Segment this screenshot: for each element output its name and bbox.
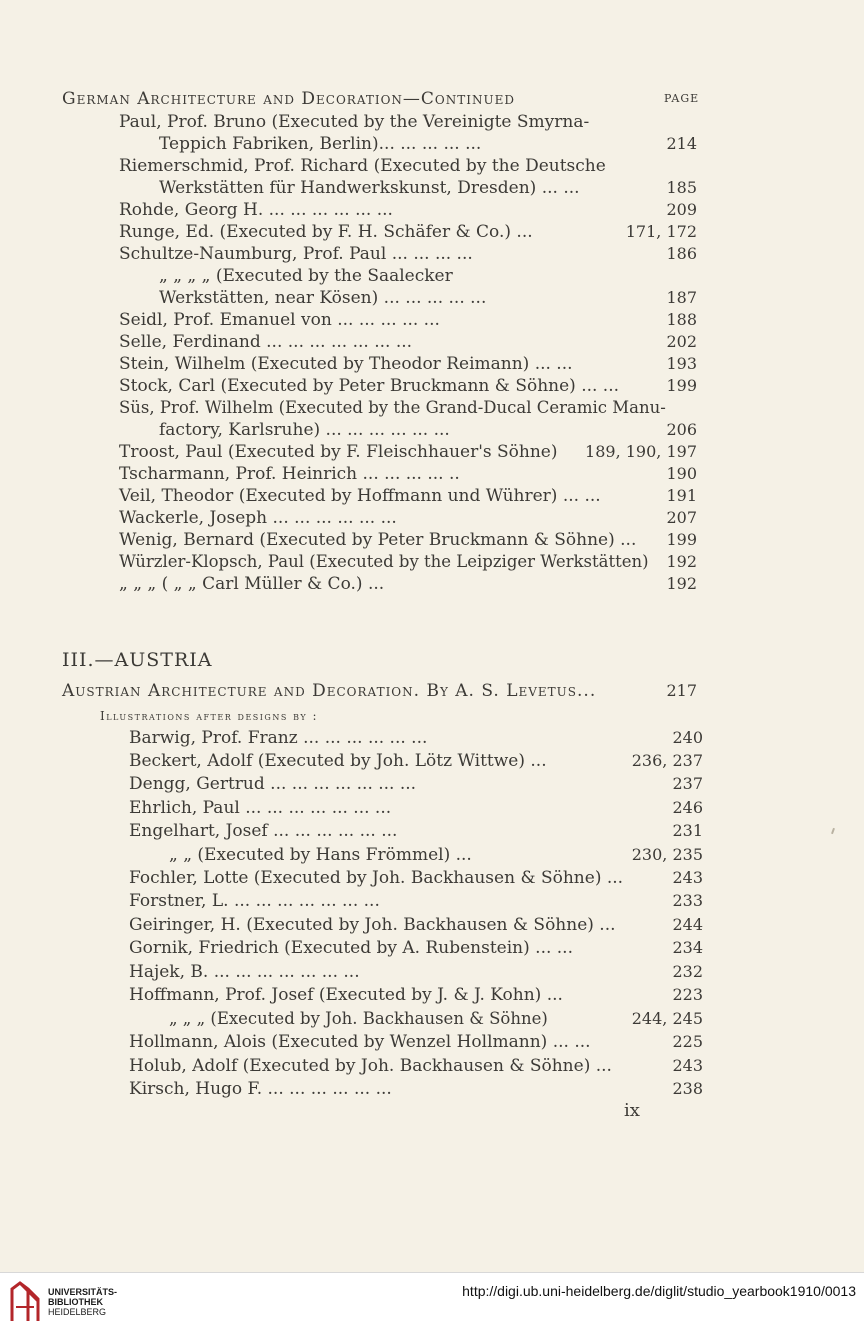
- list-item: Wackerle, Joseph ... ... ... ... ... ...: [119, 508, 397, 528]
- list-item: Veil, Theodor (Executed by Hoffmann und Wührer) ... ...: [119, 486, 601, 506]
- page-number: 243: [672, 1056, 703, 1075]
- list-item: Würzler-Klopsch, Paul (Executed by the Leipziger Werkstätten): [119, 552, 649, 571]
- list-item: Troost, Paul (Executed by F. Fleischhauer's Söhne): [119, 442, 558, 462]
- list-item: Engelhart, Josef ... ... ... ... ... ...: [129, 821, 398, 841]
- page-number: 231: [672, 821, 703, 840]
- page-number: 234: [672, 938, 703, 957]
- page-number: 209: [666, 200, 697, 219]
- page-number: 189, 190, 197: [585, 442, 697, 461]
- list-item: Süs, Prof. Wilhelm (Executed by the Grand-Ducal Ceramic Manu-: [119, 398, 666, 417]
- list-item: Forstner, L. ... ... ... ... ... ... ...: [129, 891, 380, 911]
- list-item: Ehrlich, Paul ... ... ... ... ... ... ...: [129, 798, 392, 818]
- list-item: „ „ „ „ (Executed by the Saalecker: [159, 266, 453, 286]
- page-number: 225: [672, 1032, 703, 1051]
- list-item: Kirsch, Hugo F. ... ... ... ... ... ...: [129, 1079, 392, 1099]
- page-number: 236, 237: [631, 751, 703, 770]
- page-number: 206: [666, 420, 697, 439]
- list-item: Selle, Ferdinand ... ... ... ... ... ... ...: [119, 332, 413, 352]
- page-number: 171, 172: [625, 222, 697, 241]
- section-title-german: German Architecture and Decoration—Continued: [62, 89, 516, 109]
- page-number: 199: [666, 530, 697, 549]
- page-number: 238: [672, 1079, 703, 1098]
- list-item: „ „ „ ( „ „ Carl Müller & Co.) ...: [119, 574, 385, 594]
- page-number: 190: [666, 464, 697, 483]
- page-number: 185: [666, 178, 697, 197]
- list-item: Hoffmann, Prof. Josef (Executed by J. & J. Kohn) ...: [129, 985, 563, 1005]
- list-item: Schultze-Naumburg, Prof. Paul ... ... ... ...: [119, 244, 473, 264]
- footer-bar: [0, 1272, 864, 1334]
- library-name-line1: UNIVERSITÄTS-: [48, 1287, 118, 1297]
- page-number: 243: [672, 868, 703, 887]
- page-number: 237: [672, 774, 703, 793]
- list-item: Paul, Prof. Bruno (Executed by the Vereinigte Smyrna-: [119, 112, 590, 132]
- page-number: 240: [672, 728, 703, 747]
- list-item: Hollmann, Alois (Executed by Wenzel Hollmann) ... ...: [129, 1032, 591, 1052]
- page-number: 223: [672, 985, 703, 1004]
- illustrations-subheading: Illustrations after designs by :: [100, 709, 318, 723]
- page-number: 244, 245: [631, 1009, 703, 1028]
- page-number: 202: [666, 332, 697, 351]
- page-number: 246: [672, 798, 703, 817]
- list-item: Seidl, Prof. Emanuel von ... ... ... ... ...: [119, 310, 440, 330]
- list-item-continuation: Werkstätten, near Kösen) ... ... ... ... ...: [159, 288, 487, 308]
- page-number: 199: [666, 376, 697, 395]
- paper-speck: [831, 828, 835, 834]
- page-number: 186: [666, 244, 697, 263]
- list-item: Barwig, Prof. Franz ... ... ... ... ... ...: [129, 728, 428, 748]
- page-number: 192: [666, 552, 697, 571]
- library-name-line2: BIBLIOTHEK: [48, 1297, 103, 1307]
- page-number: 188: [666, 310, 697, 329]
- section-title-austria: Austrian Architecture and Decoration. By A. S. Levetus...: [62, 681, 597, 701]
- page-number: 230, 235: [631, 845, 703, 864]
- page-column-label: PAGE: [664, 92, 700, 105]
- page-number: 207: [666, 508, 697, 527]
- list-item: Stock, Carl (Executed by Peter Bruckmann & Söhne) ... ...: [119, 376, 620, 396]
- page-folio: ix: [624, 1100, 640, 1121]
- page-number: 192: [666, 574, 697, 593]
- list-item-continuation: factory, Karlsruhe) ... ... ... ... ... ...: [159, 420, 450, 440]
- list-item: Runge, Ed. (Executed by F. H. Schäfer & Co.) ...: [119, 222, 533, 242]
- page-number: 191: [666, 486, 697, 505]
- list-item: Hajek, B. ... ... ... ... ... ... ...: [129, 962, 360, 982]
- page-number: 217: [666, 681, 697, 700]
- list-item: Holub, Adolf (Executed by Joh. Backhausen & Söhne) ...: [129, 1056, 612, 1076]
- page-number: 233: [672, 891, 703, 910]
- university-library-logo-icon: [8, 1279, 42, 1325]
- list-item-continuation: Werkstätten für Handwerkskunst, Dresden) ... ...: [159, 178, 580, 198]
- list-item: Riemerschmid, Prof. Richard (Executed by the Deutsche: [119, 156, 606, 176]
- page-number: 232: [672, 962, 703, 981]
- list-item: Stein, Wilhelm (Executed by Theodor Reimann) ... ...: [119, 354, 573, 374]
- page-number: 187: [666, 288, 697, 307]
- list-item-continuation: Teppich Fabriken, Berlin)... ... ... ... ...: [159, 134, 482, 154]
- list-item: „ „ (Executed by Hans Frömmel) ...: [169, 845, 472, 865]
- source-url-link[interactable]: http://digi.ub.uni-heidelberg.de/diglit/studio_yearbook1910/0013: [462, 1283, 856, 1299]
- list-item: Rohde, Georg H. ... ... ... ... ... ...: [119, 200, 393, 220]
- page-number: 193: [666, 354, 697, 373]
- list-item: Tscharmann, Prof. Heinrich ... ... ... ... ..: [119, 464, 460, 484]
- page-number: 214: [666, 134, 697, 153]
- library-name: [48, 1287, 117, 1317]
- list-item: Gornik, Friedrich (Executed by A. Rubenstein) ... ...: [129, 938, 573, 958]
- list-item: Fochler, Lotte (Executed by Joh. Backhausen & Söhne) ...: [129, 868, 624, 888]
- chapter-heading-austria: III.—AUSTRIA: [62, 649, 213, 671]
- list-item: „ „ „ (Executed by Joh. Backhausen & Söhne): [169, 1009, 548, 1028]
- list-item: Geiringer, H. (Executed by Joh. Backhausen & Söhne) ...: [129, 915, 616, 935]
- page-number: 244: [672, 915, 703, 934]
- list-item: Dengg, Gertrud ... ... ... ... ... ... ...: [129, 774, 417, 794]
- library-name-line3: HEIDELBERG: [48, 1307, 107, 1317]
- list-item: Beckert, Adolf (Executed by Joh. Lötz Wittwe) ...: [129, 751, 547, 771]
- list-item: Wenig, Bernard (Executed by Peter Bruckmann & Söhne) ...: [119, 530, 637, 550]
